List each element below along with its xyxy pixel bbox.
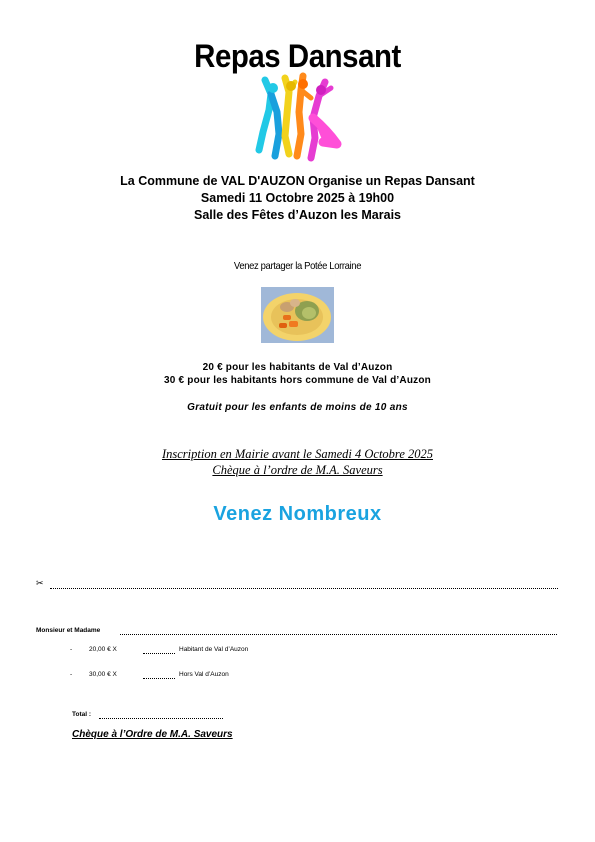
label-row2: Hors Val d’Auzon bbox=[179, 671, 229, 678]
potee-text: Venez partager la Potée Lorraine bbox=[233, 260, 362, 272]
inscription-deadline: Inscription en Mairie avant le Samedi 4 Octobre 2025 bbox=[161, 447, 433, 461]
potee-photo bbox=[261, 287, 334, 343]
page-title: Repas Dansant bbox=[194, 38, 401, 74]
price-residents: 20 € pour les habitants de Val d’Auzon bbox=[202, 362, 393, 373]
cheque-order: Chèque à l’ordre de M.A. Saveurs bbox=[212, 463, 383, 477]
bullet: - bbox=[70, 671, 73, 678]
price-row2: 30,00 € X bbox=[89, 671, 117, 678]
price-row1: 20,00 € X bbox=[89, 646, 117, 653]
qty-field-row1[interactable] bbox=[143, 653, 175, 654]
children-free: Gratuit pour les enfants de moins de 10 ans bbox=[187, 402, 408, 413]
total-field-line[interactable] bbox=[99, 718, 223, 719]
bullet: - bbox=[70, 646, 73, 653]
total-label: Total : bbox=[72, 711, 92, 718]
dancers-illustration bbox=[255, 72, 345, 164]
cheque-order-footer: Chèque à l’Ordre de M.A. Saveurs bbox=[72, 729, 233, 740]
event-organizer: La Commune de VAL D'AUZON Organise un Repas Dansant bbox=[120, 174, 475, 188]
venez-nombreux: Venez Nombreux bbox=[213, 503, 382, 525]
event-date: Samedi 11 Octobre 2025 à 19h00 bbox=[200, 191, 395, 205]
cut-line bbox=[50, 588, 558, 589]
price-non-residents: 30 € pour les habitants hors commune de Val d’Auzon bbox=[164, 375, 431, 386]
monsieur-madame-label: Monsieur et Madame bbox=[36, 627, 101, 634]
qty-field-row2[interactable] bbox=[143, 678, 175, 679]
event-location: Salle des Fêtes d’Auzon les Marais bbox=[193, 208, 402, 222]
label-row1: Habitant de Val d’Auzon bbox=[179, 646, 249, 653]
name-field-line[interactable] bbox=[120, 634, 557, 635]
scissors-icon: ✂ bbox=[36, 578, 44, 588]
